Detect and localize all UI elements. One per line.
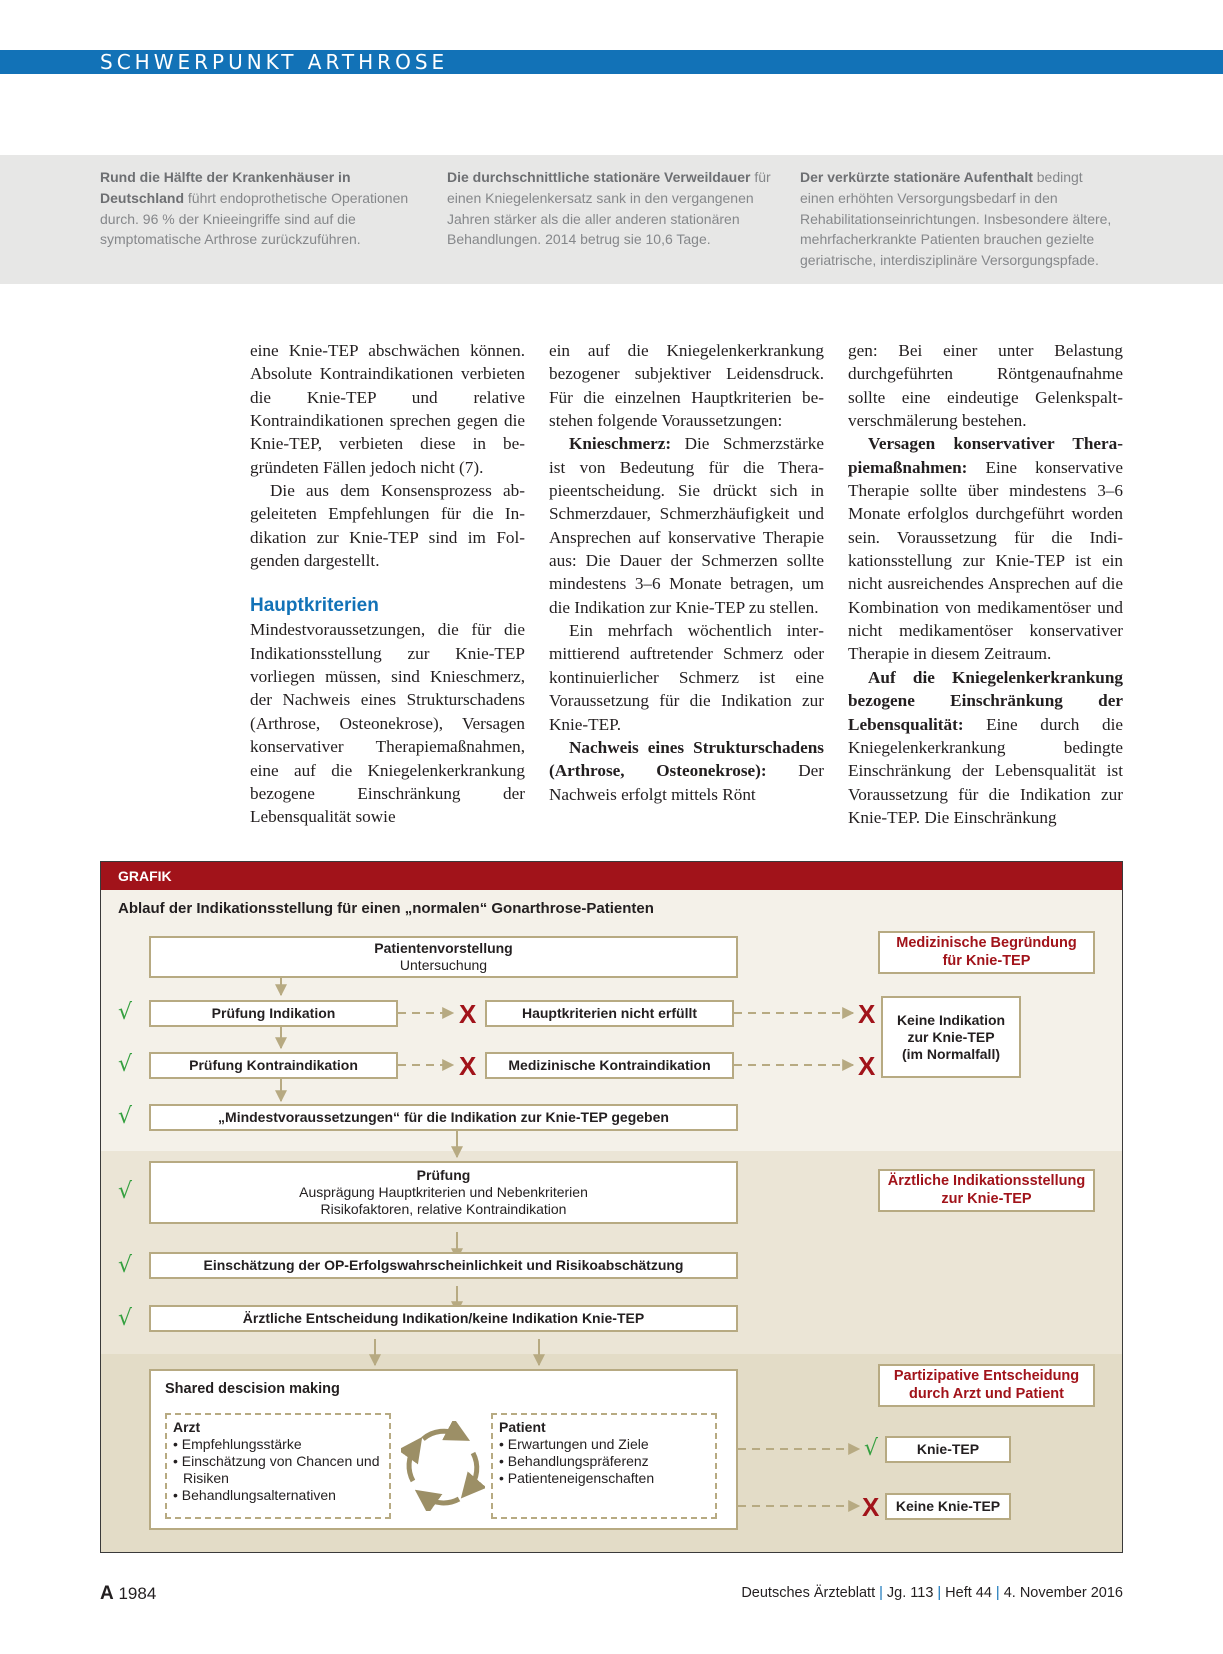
paragraph-text: Der Nachweis erfolgt mittels Rönt (549, 761, 825, 804)
box-text: zur Knie-TEP (907, 1028, 995, 1045)
box-text-rest: für die Indikation zur Knie-TEP gegeben (400, 1109, 669, 1125)
checkmark-icon: √ (864, 1436, 879, 1461)
fact-2-bold: Die durchschnittliche stationäre Verweildauer (447, 169, 751, 185)
journal-issue: Heft 44 (945, 1585, 992, 1601)
paragraph-text: Eine durch die Kniegelenkerkrankung bedingte Einschränkung der Lebensqualität ist Voraussetzung für die Indikation zur Knie-TEP. Die Einschränkung (848, 714, 1123, 827)
label-text: durch Arzt und Patient (909, 1385, 1064, 1402)
box-text: Keine Indikation (896, 1011, 1006, 1028)
run-in-heading: Knieschmerz: (569, 434, 672, 454)
run-in-heading: Nachweis eines Strukturschadens (Arthrose, Osteonekrose): (549, 737, 824, 781)
checkmark-icon: √ (118, 1253, 133, 1278)
box-text: (im Normalfall) (901, 1045, 1000, 1062)
fact-1-bold: Rund die Hälfte der Krankenhäuser in Deutschland (100, 169, 351, 206)
checkmark-icon: √ (118, 1000, 133, 1025)
paragraph: Mindestvoraussetzungen, die für die Indikationsstellung zur Knie-TEP vorliegen müssen, sind Knieschmerz, der Nachweis eines Strukturschadens (Arthrose, Osteonekrose), Versagen konservativer Therapiemaßnahmen, eine auf die Kniegelenkerkrankung bezogene Einschränkung der Lebensqualität sowie (250, 620, 525, 827)
box-knie-tep (885, 1436, 1011, 1463)
checkmark-icon: √ (118, 1179, 133, 1204)
separator: | (995, 1585, 1000, 1601)
list-item: • Behandlungsalternativen (173, 1487, 336, 1503)
paragraph (848, 666, 1123, 829)
label-text: Medizinische Begründung (896, 935, 1077, 951)
label-partizipative-entscheidung (878, 1364, 1095, 1407)
box-medizinische-kontraindikation (485, 1052, 734, 1079)
checkmark-icon: √ (118, 1306, 133, 1331)
sdm-title: Shared descision making (165, 1381, 340, 1397)
journal-volume: Jg. 113 (886, 1585, 934, 1601)
checkmark-icon: √ (118, 1104, 133, 1129)
cross-icon: X (459, 999, 477, 1029)
cross-icon: X (858, 1051, 876, 1081)
box-keine-knie-tep (885, 1493, 1011, 1520)
separator: | (879, 1585, 883, 1601)
list-item: • Empfehlungsstärke (173, 1436, 302, 1452)
fact-3-bold: Der verkürzte stationäre Aufenthalt (800, 169, 1033, 185)
box-aerztliche-entscheidung (149, 1305, 738, 1332)
figure-title: Ablauf der Indikationsstellung für einen „normalen“ Gonarthrose-Patienten (118, 900, 654, 917)
fact-2 (447, 167, 777, 250)
paragraph: Ein mehrfach wöchentlich intermittierend auftretender Schmerz oder kontinuierlicher Schmerz ist eine Voraussetzung für die Indikation zur Knie-TEP. (549, 621, 824, 734)
box-patientenvorstellung (149, 936, 738, 978)
box-text: Prüfung Kontraindikation (189, 1057, 358, 1073)
paragraph-text: Eine konservative Therapie sollte über mindestens 3–6 Monate erfolglos durchgeführt worden sein. Voraussetzung für die Indikationsstellung zur Knie-TEP ist ein nicht ausreichendes Ansprechen auf die Kombination von medikamentöser und nicht medikamentöser konservativer Therapie in diesem Zeitraum. (848, 457, 1123, 664)
box-text: Medizinische Kontraindikation (508, 1057, 711, 1073)
journal-date: 4. November 2016 (1003, 1585, 1123, 1601)
box-text: Untersuchung (399, 957, 488, 973)
list-item: • Einschätzung von Chancen und Risiken (173, 1453, 380, 1486)
box-text: Knie-TEP (916, 1441, 980, 1457)
box-text: Prüfung Indikation (211, 1005, 336, 1021)
box-text: Einschätzung der OP-Erfolgswahrscheinlichkeit und Risikoabschätzung (203, 1257, 684, 1273)
fact-3 (800, 167, 1120, 271)
article-column-2 (549, 339, 824, 806)
paragraph: ein auf die Kniegelenkerkrankung bezogener subjektiver Leidensdruck. Für die einzelnen Hauptkriterien bestehen folgende Voraussetzungen: (549, 341, 824, 431)
article-column-1 (250, 339, 525, 829)
run-in-heading: Versagen konservativer Therapiemaßnahmen: (848, 434, 1123, 477)
box-text: Patientenvorstellung (374, 940, 513, 956)
flowchart-figure (100, 861, 1123, 1553)
box-keine-indikation (881, 996, 1021, 1078)
label-medizinische-begruendung (878, 931, 1095, 974)
run-in-heading: Auf die Kniegelenkerkrankung bezogene Einschränkung der Lebensqualität: (848, 667, 1123, 734)
cycle-arrows-icon (401, 1421, 485, 1511)
list-item: • Behandlungspräferenz (499, 1453, 649, 1469)
paragraph: gen: Bei einer unter Belastung durchgeführten Röntgenaufnahme sollte eine eindeutige Gelenkspaltverschmälerung bestehen. (848, 341, 1123, 431)
list-item: • Erwartungen und Ziele (499, 1436, 649, 1452)
box-text: Prüfung (416, 1167, 471, 1183)
cross-icon: X (459, 1051, 477, 1081)
label-aerztliche-indikationsstellung (878, 1169, 1095, 1212)
paragraph: eine Knie-TEP abschwächen können. Absolute Kontraindikationen verbieten die Knie-TEP und relative Kontraindikationen sprechen gegen die Knie-TEP, verbieten diese in begründeten Fällen jedoch nicht (7). (250, 341, 525, 477)
box-arzt (165, 1413, 391, 1519)
box-text-bold: „Mindestvoraussetzungen“ (218, 1109, 401, 1125)
article-column-3 (848, 339, 1123, 829)
box-patient (491, 1413, 717, 1519)
paragraph (549, 432, 824, 619)
section-heading: Hauptkriterien (250, 595, 379, 617)
box-text: Hauptkriterien nicht erfüllt (521, 1005, 698, 1021)
cross-icon: X (862, 1492, 880, 1522)
arzt-title: Arzt (173, 1419, 201, 1435)
paragraph (549, 736, 824, 806)
box-text: Keine Knie-TEP (895, 1498, 1001, 1514)
box-mindestvoraussetzungen (149, 1104, 738, 1131)
box-einschaetzung (149, 1252, 738, 1279)
page-number (100, 1583, 156, 1605)
box-pruefung (149, 1161, 738, 1224)
fact-1-text: führt endoprothetische Operationen durch. 96 % der Knieeingriffe sind auf die symptomatische Arthrose zurückzuführen. (100, 189, 409, 248)
paragraph-text: Die Schmerzstärke ist von Bedeutung für die Therapieentscheidung. Sie drückt sich in Schmerzdauer, Schmerzhäufigkeit und Ansprechen auf konservative Therapie aus: Die Dauer der Schmerzen sollte mindestens 3–6 Monate betragen, um die Indikation zur Knie-TEP zu stellen. (549, 434, 824, 617)
paragraph: Die aus dem Konsensprozess abgeleiteten Empfehlungen für die Indikation zur Knie-TEP sind im Folgenden dargestellt. (250, 481, 525, 571)
list-item: • Patienteneigenschaften (499, 1470, 655, 1486)
journal-footer (620, 1585, 1123, 1601)
fact-2-text: für einen Kniegelenkersatz sank in den vergangenen Jahren stärker als die aller anderen stationären Behandlungen. 2014 betrug sie 10,6 Tage. (447, 169, 771, 248)
box-text: Risikofaktoren, relative Kontraindikation (320, 1201, 567, 1217)
box-text: Ausprägung Hauptkriterien und Nebenkriterien (299, 1184, 588, 1200)
label-text: Ärztliche Indikationsstellung (887, 1173, 1086, 1189)
fact-3-text: bedingt einen erhöhten Versorgungsbedarf in den Rehabilitationseinrichtungen. Insbesondere ältere, mehrfacherkrankte Patienten brauchen gezielte geriatrische, interdisziplinäre Versorgungspfade. (800, 169, 1112, 269)
box-shared-decision-making (149, 1369, 738, 1530)
fact-1 (100, 167, 420, 250)
figure-label: GRAFIK (118, 868, 172, 884)
separator: | (937, 1585, 942, 1601)
patient-title: Patient (499, 1419, 546, 1435)
box-pruefung-kontraindikation (149, 1052, 398, 1079)
cross-icon: X (858, 999, 876, 1029)
label-text: für Knie-TEP (942, 952, 1031, 969)
journal-name: Deutsches Ärzteblatt (741, 1585, 876, 1601)
box-hauptkriterien-nicht-erfuellt (485, 1000, 734, 1027)
box-text (218, 1109, 669, 1126)
checkmark-icon: √ (118, 1052, 133, 1077)
section-header: SCHWERPUNKT ARTHROSE (100, 50, 449, 74)
page-letter: A (100, 1583, 114, 1604)
label-text: zur Knie-TEP (941, 1190, 1032, 1207)
box-pruefung-indikation (149, 1000, 398, 1027)
label-text: Partizipative Entscheidung (893, 1368, 1080, 1384)
page-num: 1984 (118, 1584, 157, 1603)
box-text: Ärztliche Entscheidung Indikation/keine Indikation Knie-TEP (242, 1310, 645, 1326)
paragraph (848, 432, 1123, 665)
